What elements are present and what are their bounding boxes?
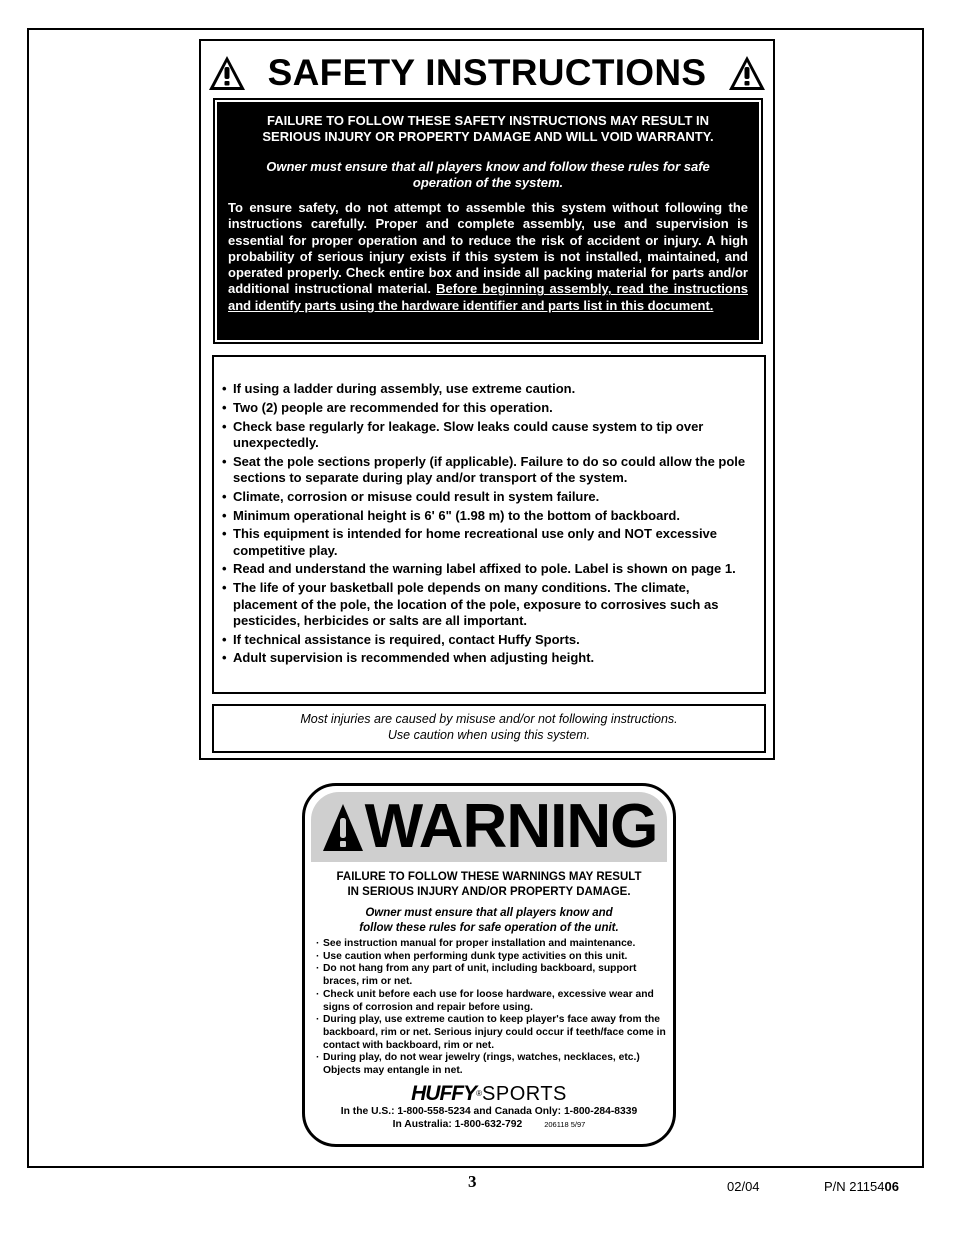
list-item: • If using a ladder during assembly, use extreme caution. [222, 381, 576, 396]
list-item: · Use caution when performing dunk type activities on this unit. [316, 950, 628, 962]
safety-title-row [201, 47, 773, 99]
list-item: · See instruction manual for proper installation and maintenance. [316, 938, 636, 949]
list-item: • The life of your basketball pole depends on many conditions. The climate, placement of the pole, the location of the pole, exposure to corrosives such as pesticides, herbicides or salts are all important. [222, 580, 719, 628]
warning-header [311, 792, 667, 862]
list-item: • Climate, corrosion or misuse could result in system failure. [222, 488, 600, 504]
list-item: • Seat the pole sections properly (if applicable). Failure to do so could allow the pole sections to separate during play and/or transport of the system. [222, 453, 746, 485]
list-item: • This equipment is intended for home recreational use only and NOT excessive competitive play. [222, 526, 718, 558]
huffy-sports-logo: HUFFY®SPORTS [411, 1081, 567, 1105]
document-date: 02/04 [727, 1179, 760, 1194]
warning-label [302, 783, 676, 1147]
list-item: • Two (2) people are recommended for this operation. [222, 399, 553, 415]
failure-statement: FAILURE TO FOLLOW THESE SAFETY INSTRUCTIONS MAY RESULT IN SERIOUS INJURY OR PROPERTY DAMAGE AND WILL VOID WARRANTY. [262, 113, 714, 144]
caution-note: Most injuries are caused by misuse and/or not following instructions. Use caution when using this system. [212, 704, 766, 753]
warning-failure-statement: FAILURE TO FOLLOW THESE WARNINGS MAY RESULT IN SERIOUS INJURY AND/OR PROPERTY DAMAGE. [336, 871, 642, 898]
list-item: • Minimum operational height is 6' 6" (1.98 m) to the bottom of backboard. [222, 507, 680, 523]
warning-triangle-icon [728, 55, 766, 91]
warning-body [311, 862, 667, 1138]
page-number: 3 [468, 1172, 477, 1191]
label-code: 206118 5/97 [544, 1119, 586, 1129]
warning-triangle-icon [208, 55, 246, 91]
list-item: · Do not hang from any part of unit, including backboard, support braces, rim or net. [316, 963, 637, 988]
safety-warning-box [213, 98, 763, 344]
assembly-warning-text: To ensure safety, do not attempt to assemble this system without following the instructions carefully. Proper and complete assembly, use and supervision is essential for proper operation and to reduce the risk of accident or injury. A high probability of serious injury exists if this system is not installed, maintained, and operated properly. Check entire box and inside all packing material for parts and/or additional instructional material. Before beginning assembly, read the instructions and identify parts using the hardware identifier and parts list in this document. [228, 200, 748, 313]
safety-instructions-panel [199, 39, 775, 760]
contact-numbers: In the U.S.: 1-800-558-5234 and Canada Only: 1-800-284-8339 In Australia: 1-800-632-792 206118 5/97 [340, 1105, 638, 1130]
list-item: • Read and understand the warning label affixed to pole. Label is shown on page 1. [222, 561, 736, 577]
warning-triangle-icon [321, 801, 365, 853]
warning-title: WARNING [364, 792, 658, 861]
safety-rules-box [212, 355, 766, 694]
owner-statement: Owner must ensure that all players know and follow these rules for safe operation of the system. [266, 159, 710, 190]
assembly-underlined-text: Before beginning assembly, read the instructions and identify parts using the hardware identifier and parts list in this document. [228, 281, 748, 313]
list-item: · Check unit before each use for loose hardware, excessive wear and signs of corrosion and repair before using. [316, 988, 654, 1013]
list-item: • If technical assistance is required, contact Huffy Sports. [222, 631, 580, 647]
list-item: • Check base regularly for leakage. Slow leaks could cause system to tip over unexpectedly. [222, 418, 704, 450]
safety-title: SAFETY INSTRUCTIONS [267, 52, 707, 93]
list-item: · During play, use extreme caution to keep player's face away from the backboard, rim or net. Serious injury could occur if teeth/face come in contact with backboard, rim or net. [316, 1014, 666, 1051]
list-item: · During play, do not wear jewelry (rings, watches, necklaces, etc.) Objects may entangle in net. [316, 1052, 640, 1077]
list-item: • Adult supervision is recommended when adjusting height. [222, 650, 595, 666]
warning-owner-statement: Owner must ensure that all players know and follow these rules for safe operation of the unit. [359, 907, 619, 934]
part-number: P/N 2115406 [824, 1179, 899, 1194]
